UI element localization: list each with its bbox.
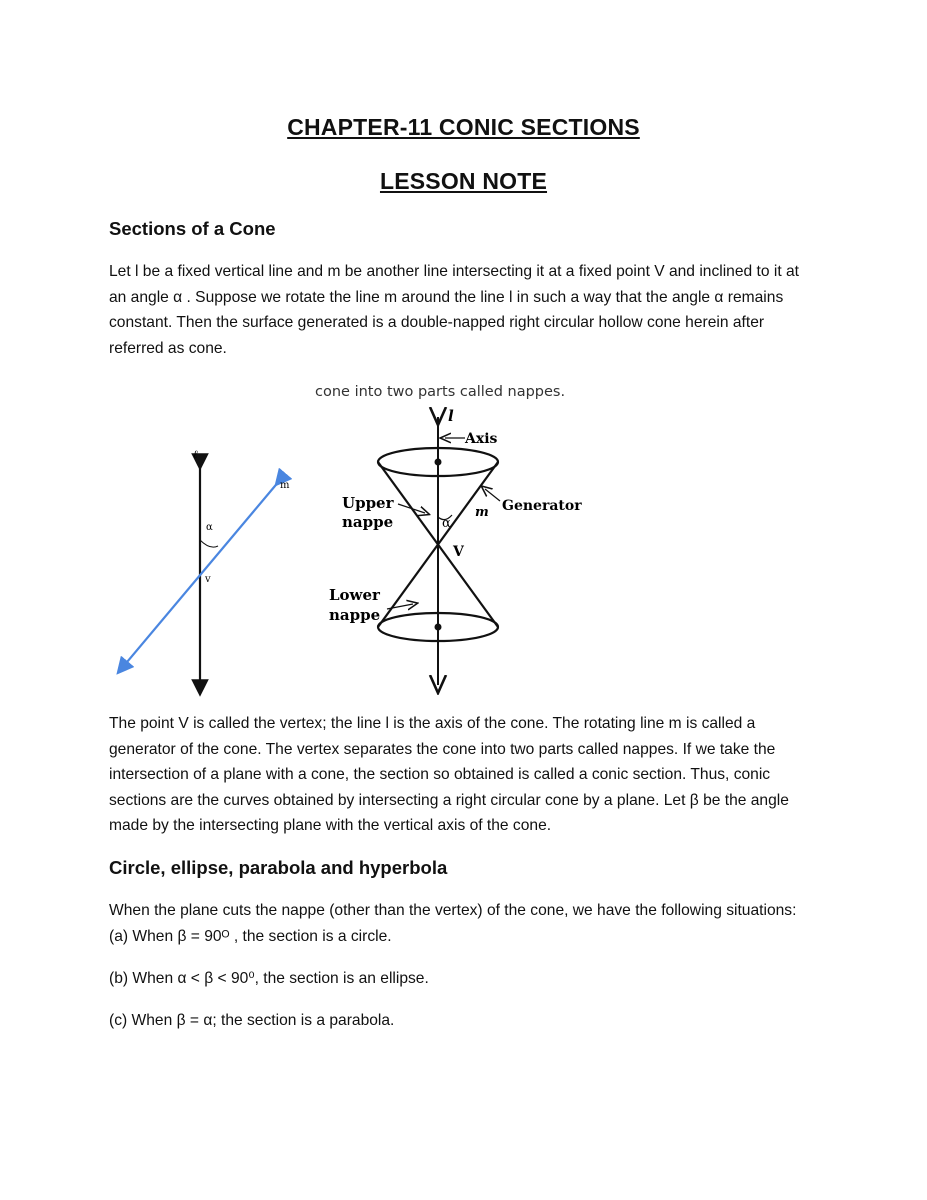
angle-arc [200,540,218,547]
lesson-note-title: LESSON NOTE [379,168,548,194]
label-upper: Upper [342,494,394,512]
ellipse-case-paragraph: (b) When α < β < 90⁰, the section is an ellipse. [109,970,429,987]
upper-pointer [398,504,425,513]
figure-caption: cone into two parts called nappes. [315,384,566,400]
section-heading-conics: Circle, ellipse, parabola and hyperbola [109,857,448,878]
label-v-left: v [205,574,211,585]
double-napped-cone-figure [325,405,595,695]
circle-case-paragraph: When the plane cuts the nappe (other than the vertex) of the cone, we have the following situations: (a) When β = 90ᴼ , the section is a circle. [109,902,797,945]
parabola-case-paragraph: (c) When β = α; the section is a parabola. [109,1012,395,1029]
vertex-axis-paragraph: The point V is called the vertex; the line l is the axis of the cone. The rotating line m is called a generator of the cone. The vertex separates the cone into two parts called nappes. If we take the intersection of a plane with a cone, the section so obtained is called a conic section. Thus, conic sections are the curves obtained by intersecting a right circular cone by a plane. Let β be the angle made by the intersecting plane with the vertical axis of the cone. [109,715,789,835]
label-alpha-left: α [206,522,213,533]
cone-definition-paragraph: Let l be a fixed vertical line and m be another line intersecting it at a fixed point V and inclined to it at an angle α . Suppose we rotate the line m around the line l in such a way that the angle α remains constant. Then the surface generated is a double-napped right circular hollow cone herein after referred as cone. [109,263,800,357]
label-generator: Generator [502,498,582,514]
section-heading-cone: Sections of a Cone [109,218,276,239]
generator-pointer [485,489,500,501]
label-upper-nappe: nappe [342,513,394,531]
label-lower: Lower [329,586,380,604]
label-l-left: ℓ [193,448,198,461]
label-axis: Axis [465,431,498,447]
lower-pointer [387,604,413,609]
label-m-left: m [280,480,290,491]
label-l-right: l [448,407,454,425]
label-alpha-right: α [442,516,451,531]
bottom-center-dot [435,624,442,631]
label-lower-nappe: nappe [329,606,381,624]
chapter-title: CHAPTER-11 CONIC SECTIONS [287,114,640,140]
top-center-dot [435,459,442,466]
line-generator-figure [110,440,300,700]
label-v-right: V [453,544,464,560]
label-m-right: m [475,505,489,520]
